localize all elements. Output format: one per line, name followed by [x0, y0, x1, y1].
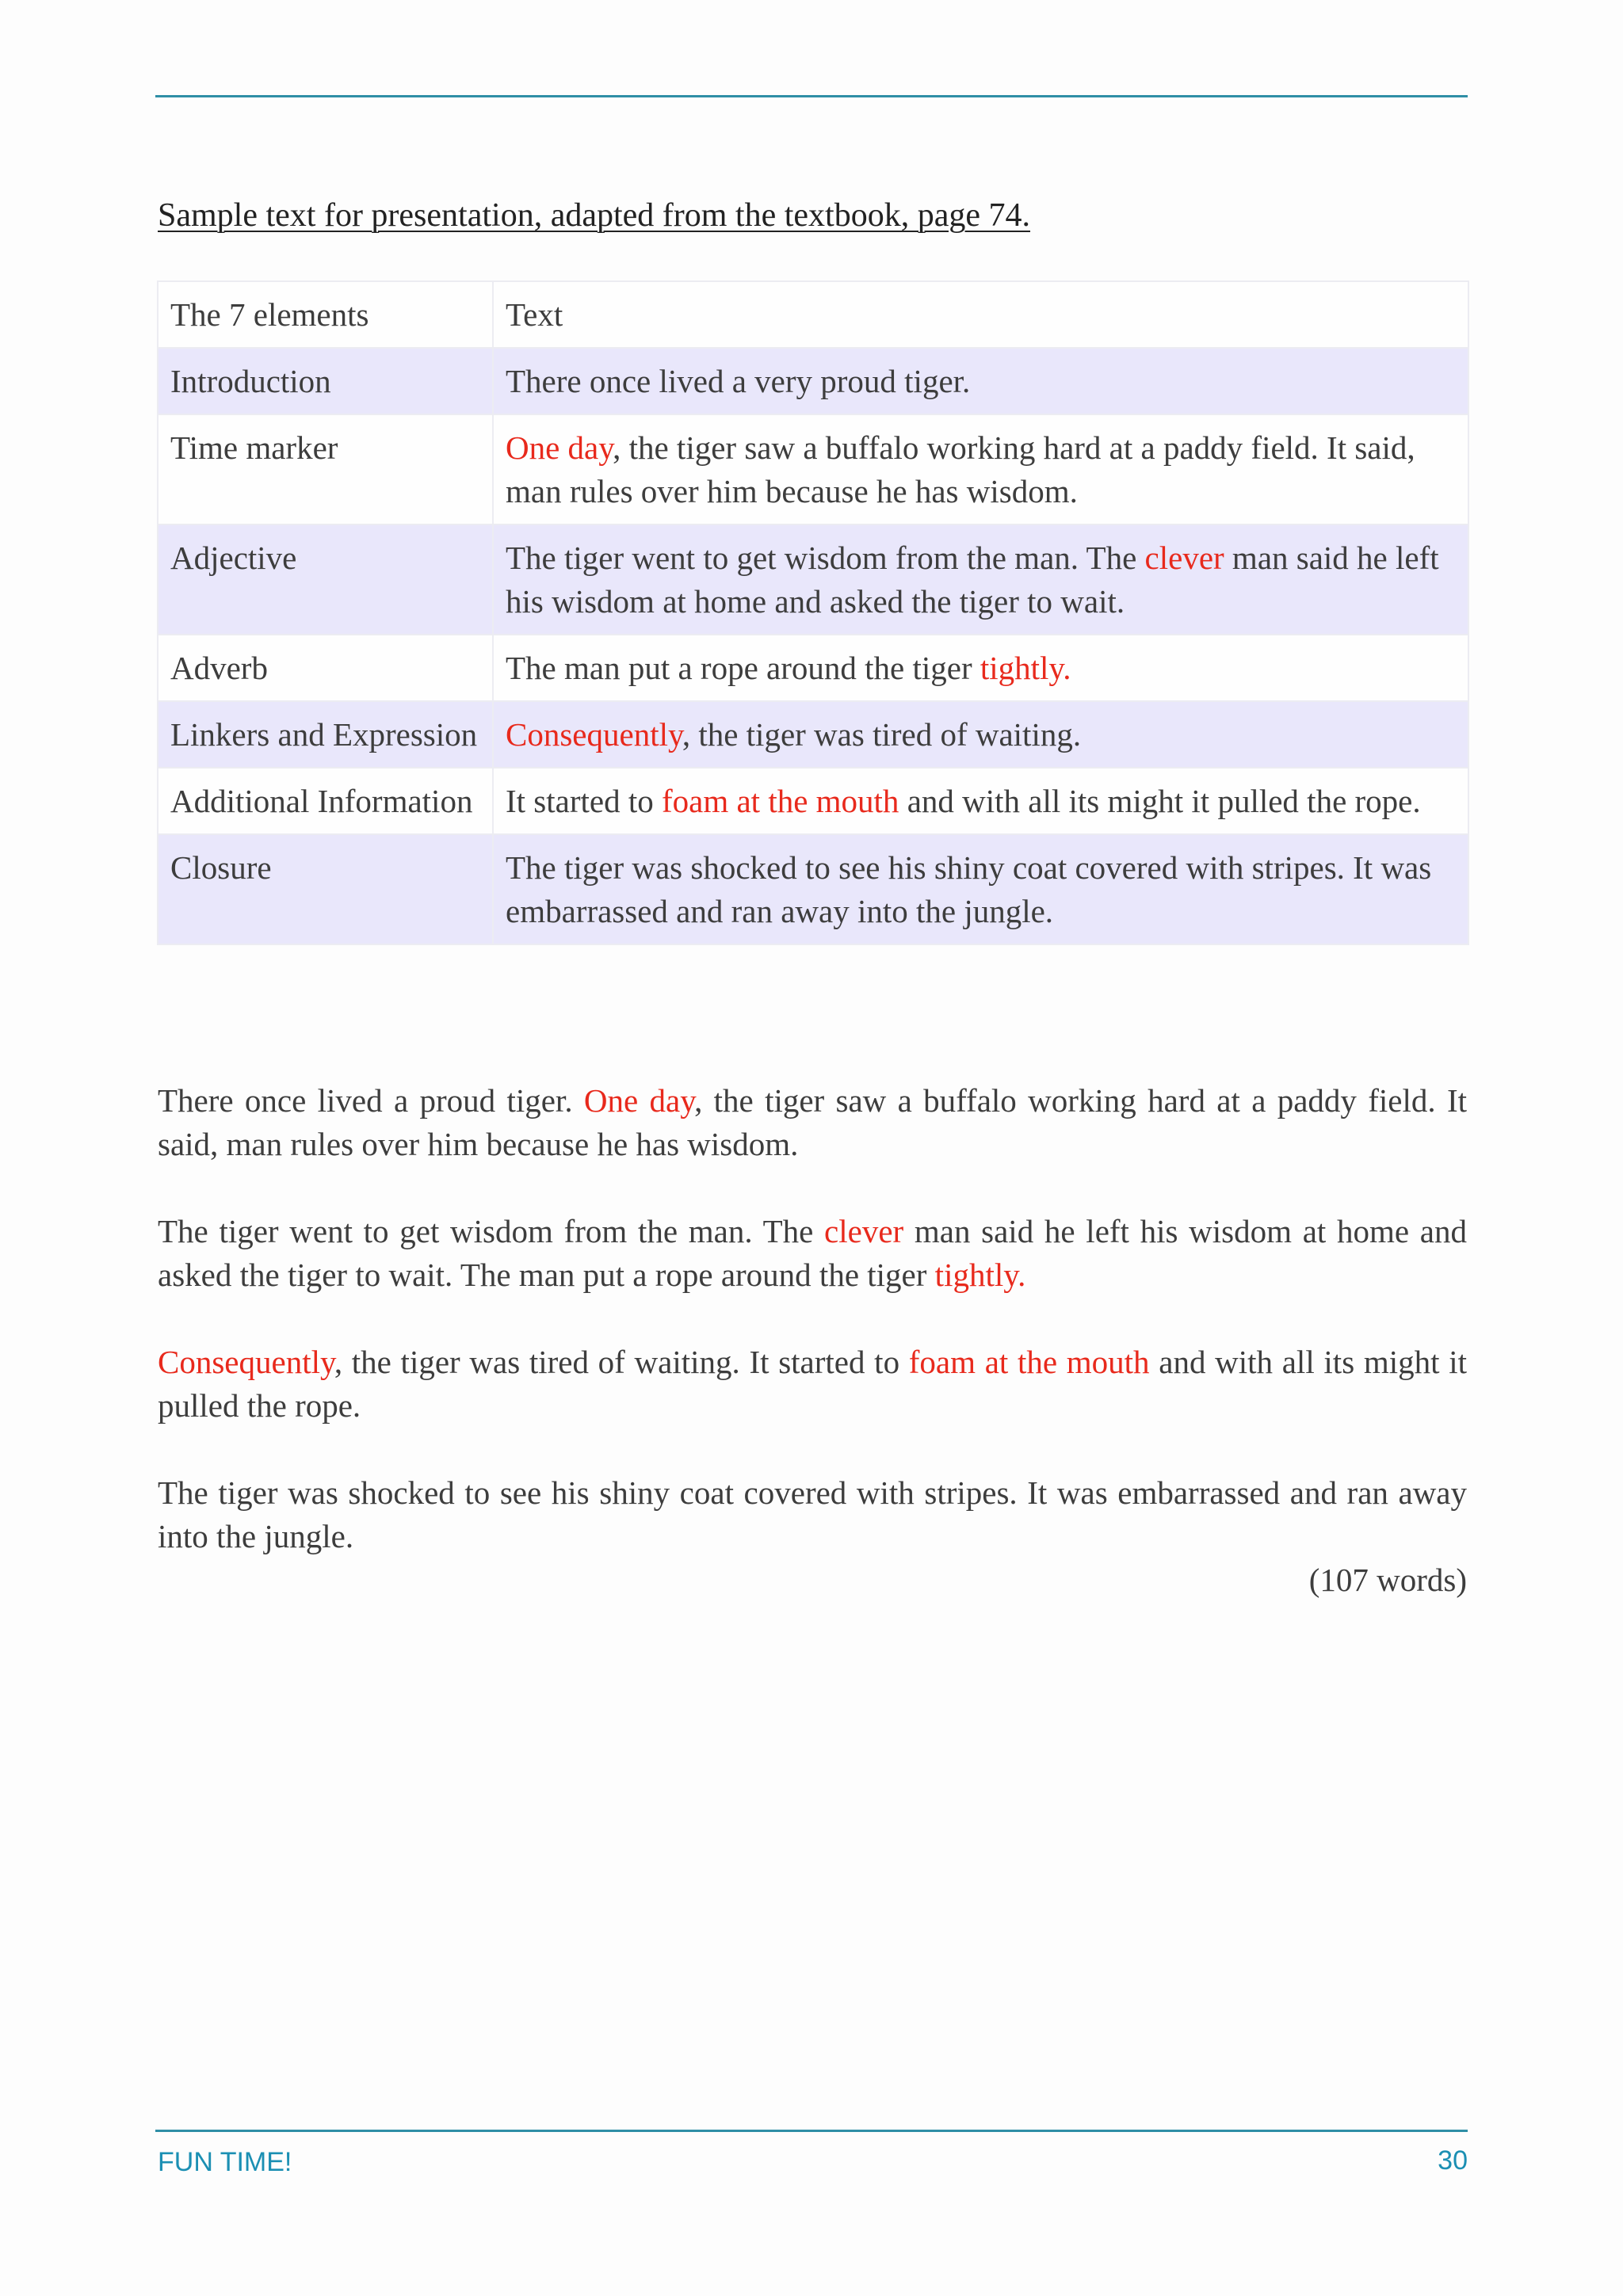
- element-text-cell: [493, 348, 1468, 414]
- table-row: [158, 768, 1468, 834]
- highlighted-phrase: One day: [506, 429, 613, 466]
- element-name-cell: Closure: [158, 834, 493, 944]
- element-name-cell: Time marker: [158, 414, 493, 524]
- element-name-cell: Adverb: [158, 635, 493, 701]
- header-cell-text: Text: [493, 281, 1468, 348]
- page-number: 30: [1438, 2145, 1468, 2176]
- text-segment: man said he left his wisdom at home and asked the tiger to wait. The man put a rope around the tiger: [158, 1213, 1467, 1293]
- footer-title: FUN TIME!: [158, 2147, 292, 2177]
- table-row: [158, 348, 1468, 414]
- element-text-cell: [493, 834, 1468, 944]
- footer-rule: [155, 2130, 1468, 2132]
- element-text-cell: [493, 768, 1468, 834]
- highlighted-phrase: Consequently: [158, 1344, 334, 1380]
- element-text-cell: [493, 701, 1468, 768]
- story-paragraph-2: [158, 1210, 1467, 1297]
- highlighted-phrase: foam at the mouth: [661, 783, 899, 819]
- element-name-cell: Introduction: [158, 348, 493, 414]
- page-heading: Sample text for presentation, adapted from the textbook, page 74.: [158, 197, 1031, 234]
- story-paragraph-3: [158, 1341, 1467, 1428]
- element-text-cell: [493, 524, 1468, 635]
- story-paragraph-4: [158, 1471, 1467, 1558]
- text-segment: , the tiger saw a buffalo working hard at a paddy field. It said, man rules over him because he has wisdom.: [158, 1082, 1467, 1162]
- highlighted-phrase: tightly.: [934, 1257, 1026, 1293]
- table-row: [158, 701, 1468, 768]
- highlighted-phrase: foam at the mouth: [908, 1344, 1150, 1380]
- table-row: [158, 524, 1468, 635]
- text-segment: , the tiger was tired of waiting.: [682, 716, 1082, 753]
- highlighted-phrase: Consequently: [506, 716, 682, 753]
- text-segment: and with all its might it pulled the rope.: [899, 783, 1421, 819]
- text-segment: The man put a rope around the tiger: [506, 650, 980, 686]
- text-segment: The tiger was shocked to see his shiny coat covered with stripes. It was embarrassed and ran away into the jungle.: [506, 849, 1432, 929]
- table-row: [158, 834, 1468, 944]
- table-row: [158, 635, 1468, 701]
- highlighted-phrase: clever: [1144, 540, 1224, 576]
- story-paragraph-1: [158, 1079, 1467, 1166]
- text-segment: The tiger went to get wisdom from the man. The: [158, 1213, 825, 1249]
- text-segment: and with all its might it pulled the rope.: [158, 1344, 1467, 1424]
- element-text-cell: [493, 414, 1468, 524]
- text-segment: The tiger went to get wisdom from the man. The: [506, 540, 1145, 576]
- header-rule: [155, 95, 1468, 97]
- element-name-cell: Adjective: [158, 524, 493, 635]
- story-text: [158, 1079, 1467, 1602]
- element-name-cell: Additional Information: [158, 768, 493, 834]
- elements-table: [157, 280, 1469, 945]
- text-segment: There once lived a very proud tiger.: [506, 363, 971, 399]
- text-segment: , the tiger saw a buffalo working hard at a paddy field. It said, man rules over him because he has wisdom.: [506, 429, 1415, 509]
- element-name-cell: Linkers and Expression: [158, 701, 493, 768]
- text-segment: It started to: [506, 783, 662, 819]
- text-segment: man said he left his wisdom at home and asked the tiger to wait.: [506, 540, 1439, 620]
- text-segment: The tiger was shocked to see his shiny coat covered with stripes. It was embarrassed and ran away into the jungle.: [158, 1474, 1467, 1554]
- highlighted-phrase: tightly.: [980, 650, 1071, 686]
- header-cell-elements: The 7 elements: [158, 281, 493, 348]
- word-count: (107 words): [1308, 1562, 1467, 1598]
- text-segment: There once lived a proud tiger.: [158, 1082, 584, 1119]
- table-row: [158, 414, 1468, 524]
- element-text-cell: [493, 635, 1468, 701]
- text-segment: , the tiger was tired of waiting. It started to: [334, 1344, 909, 1380]
- table-header-row: [158, 281, 1468, 348]
- highlighted-phrase: One day: [583, 1082, 695, 1119]
- highlighted-phrase: clever: [824, 1213, 904, 1249]
